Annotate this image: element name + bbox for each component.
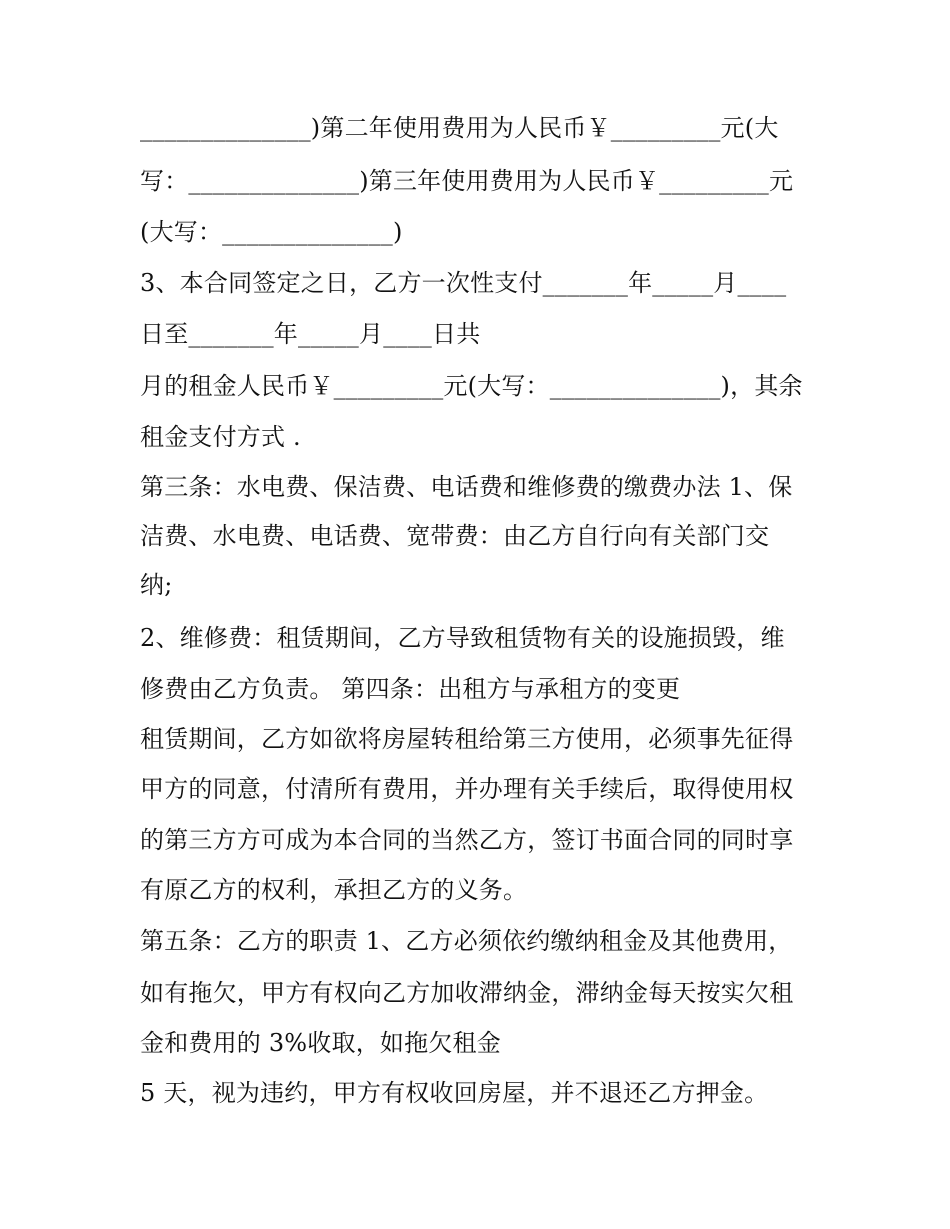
- text-line: 日至_______年_____月____日共: [140, 320, 481, 348]
- text-line: (大写：______________): [140, 218, 403, 246]
- text-line: 月的租金人民币￥_________元(大写：______________)，其余: [140, 372, 803, 400]
- text-line: ______________)第二年使用费用为人民币￥_________元(大: [140, 114, 779, 142]
- text-line: 租赁期间，乙方如欲将房屋转租给第三方使用，必须事先征得: [140, 725, 794, 753]
- text-line: 5 天，视为违约，甲方有权收回房屋，并不退还乙方押金。: [140, 1079, 769, 1107]
- text-line: 修费由乙方负责。 第四条：出租方与承租方的变更: [140, 675, 681, 703]
- text-line: 金和费用的 3%收取，如拖欠租金: [140, 1029, 501, 1057]
- text-line: 甲方的同意，付清所有费用，并办理有关手续后，取得使用权: [140, 775, 794, 803]
- text-line: 2、维修费：租赁期间，乙方导致租赁物有关的设施损毁，维: [140, 624, 785, 652]
- text-line: 纳;: [140, 571, 173, 599]
- text-line: 第三条：水电费、保洁费、电话费和维修费的缴费办法 1、保: [140, 473, 793, 501]
- text-line: 有原乙方的权利，承担乙方的义务。: [140, 876, 528, 904]
- text-line: 租金支付方式 .: [140, 423, 301, 451]
- text-line: 如有拖欠，甲方有权向乙方加收滞纳金，滞纳金每天按实欠租: [140, 979, 794, 1007]
- text-line: 写：______________)第三年使用费用为人民币￥_________元: [140, 167, 794, 195]
- text-line: 3、本合同签定之日，乙方一次性支付_______年_____月____: [140, 269, 787, 297]
- text-line: 第五条：乙方的职责 1、乙方必须依约缴纳租金及其他费用，: [140, 927, 793, 955]
- text-line: 的第三方方可成为本合同的当然乙方，签订书面合同的同时享: [140, 826, 794, 854]
- text-line: 洁费、水电费、电话费、宽带费：由乙方自行向有关部门交: [140, 522, 770, 550]
